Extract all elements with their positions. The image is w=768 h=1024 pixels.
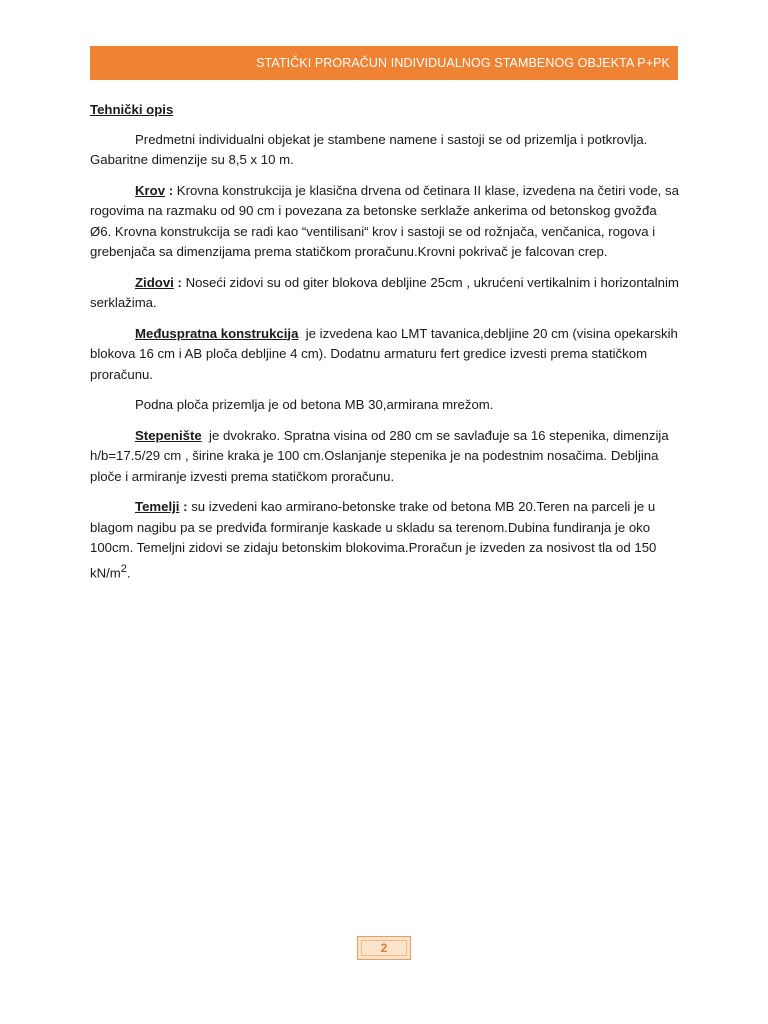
term-temelji: Temelji — [135, 499, 180, 514]
text-temelji: su izvedeni kao armirano-betonske trake od betona MB 20.Teren na parceli je u blagom nagibu pa se predviđa formiranje kaskade u skladu sa terenom.Dubina fundiranja je oko 100cm. Temeljni zidovi se zidaju betonskim blokovima.Proračun je izveden za nosivost tla od 150 kN/m — [90, 499, 657, 580]
document-title: STATIČKI PRORAČUN INDIVIDUALNOG STAMBENOG OBJEKTA P+PK — [256, 56, 670, 70]
text-temelji-end: . — [126, 564, 131, 580]
term-zidovi: Zidovi — [135, 274, 174, 290]
page-number-box — [357, 936, 411, 960]
header-bar — [90, 46, 678, 80]
superscript-2: 2 — [120, 562, 127, 575]
paragraph-intro: Predmetni individualni objekat je stambene namene i sastoji se od prizemlja i potkrovlja. Gabaritne dimenzije su 8,5 x 10 m. — [90, 131, 648, 167]
section-heading: Tehnički opis — [90, 102, 174, 117]
paragraph-zidovi: Zidovi : Noseći zidovi su od giter blokova debljine 25cm , ukrućeni vertikalnim i horizontalnim serklažima. — [90, 274, 679, 310]
term-stepeniste: Stepenište — [135, 427, 202, 443]
term-krov: Krov — [135, 182, 166, 198]
text-krov: Krovna konstrukcija je klasična drvena od četinara II klase, izvedena na četiri vode, sa rogovima na razmaku od 90 cm i povezana za betonske serklaže ankerima od betonskog gvožđa Ø6. Krovna konstrukcija se radi kao “ventilisani“ krov i sastoji se od rožnjača, venčanica, rogova i grebenjača sa dimenzijama prema statičkom proračunu.Krovni pokrivač je falcovan crep. — [90, 182, 679, 259]
term-medjuspratna: Međuspratna konstrukcija — [135, 325, 299, 341]
paragraph-medjuspratna — [90, 324, 680, 386]
paragraph-krov: Krov : Krovna konstrukcija je klasična drvena od četinara II klase, izvedena na četiri vode, sa rogovima na razmaku od 90 cm i povezana za betonske serklaže ankerima od betonskog gvožđa Ø6. Krovna konstrukcija se radi kao “ventilisani“ krov i sastoji se od rožnjača, venčanica, rogova i grebenjača sa dimenzijama prema statičkom proračunu.Krovni pokrivač je falcovan crep. — [90, 182, 679, 259]
text-zidovi: Noseći zidovi su od giter blokova debljine 25cm , ukrućeni vertikalnim i horizontalnim serklažima. — [90, 274, 679, 310]
page-number: 2 — [380, 941, 388, 955]
paragraph-stepeniste — [90, 426, 680, 488]
text-stepeniste: je dvokrako. Spratna visina od 280 cm se savlađuje sa 16 stepenika, dimenzija h/b=17.5/29 cm , širine kraka je 100 cm.Oslanjanje stepenika je na podestnim nosačima. Debljina ploče i armiranje izvesti prema statičkom proračunu. — [90, 427, 669, 484]
text-medjuspratna: je izvedena kao LMT tavanica,debljine 20 cm (visina opekarskih blokova 16 cm i AB ploča debljine 4 cm). Dodatnu armaturu fert gredice izvesti prema statičkom proračunu. — [90, 325, 678, 382]
paragraph-podna: Podna ploča prizemlja je od betona MB 30,armirana mrežom. — [135, 397, 494, 412]
paragraph-temelji: Temelji : su izvedeni kao armirano-betonske trake od betona MB 20.Teren na parceli je u blagom nagibu pa se predviđa formiranje kaskade u skladu sa terenom.Dubina fundiranja je oko 100cm. Temeljni zidovi se zidaju betonskim blokovima.Proračun je izveden za nosivost tla od 150 $kN/m^2$. — [90, 499, 657, 580]
document-body — [90, 100, 680, 593]
